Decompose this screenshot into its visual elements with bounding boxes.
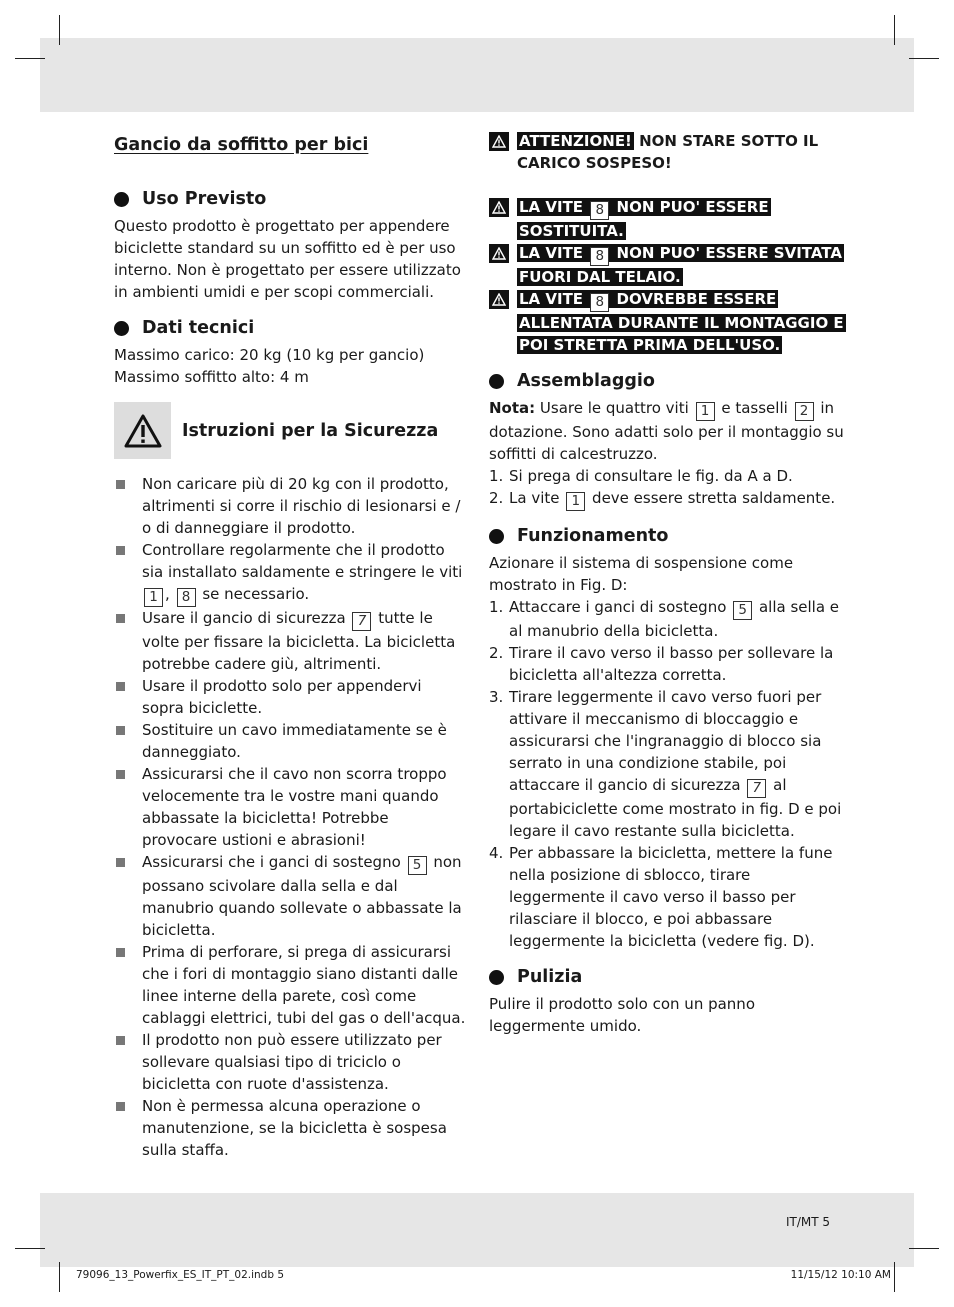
list-item: Assicurarsi che il cavo non scorra troppo velocemente tra le vostre mani quando abbassate la bicicletta! Potrebbe provocare ustioni e abrasioni! [114, 763, 466, 851]
list-item: 1. Si prega di consultare le fig. da A a D. [489, 467, 793, 485]
part-ref: 7 [352, 612, 371, 631]
part-ref: 8 [590, 201, 609, 220]
warning-triangle-icon [114, 402, 171, 459]
square-bullet-icon [116, 858, 125, 867]
assemblaggio-steps [489, 465, 844, 511]
bullet-dot-icon [114, 321, 129, 336]
square-bullet-icon [116, 726, 125, 735]
part-ref: 7 [747, 779, 766, 798]
list-item: Usare il prodotto solo per appendervi sopra biciclette. [114, 675, 466, 719]
section-heading-dati: Dati tecnici [114, 317, 466, 339]
square-bullet-icon [116, 614, 125, 623]
list-item: 1. Attaccare i ganci di sostegno 5 alla sella e al manubrio della bicicletta. [489, 598, 840, 640]
left-column [114, 130, 466, 1161]
funzionamento-steps [489, 596, 844, 952]
warning-block: LA VITE 8 NON PUO' ESSERE SOSTITUITA. [489, 196, 844, 242]
file-slug: 79096_13_Powerfix_ES_IT_PT_02.indb 5 [76, 1269, 285, 1281]
crop-mark [15, 1248, 45, 1249]
square-bullet-icon [116, 546, 125, 555]
dati-line: Massimo carico: 20 kg (10 kg per gancio) [114, 346, 425, 364]
uso-text: Questo prodotto è progettato per appendere biciclette standard su un soffitto ed è per uso interno. Non è progettato per essere utilizzato in ambienti umidi e per scopi commerciali. [114, 217, 461, 301]
section-heading-uso: Uso Previsto [114, 188, 466, 210]
list-item: 2. Tirare il cavo verso il basso per sollevare la bicicletta all'altezza corretta. [489, 644, 834, 684]
list-item: Assicurarsi che i ganci di sostegno 5 non possano scivolare dalla sella e dal manubrio quando sollevate o abbassate la bicicletta. [114, 851, 466, 941]
part-ref: 8 [590, 293, 609, 312]
list-item: Sostituire un cavo immediatamente se è danneggiato. [114, 719, 466, 763]
warning-triangle-icon [489, 198, 509, 217]
bullet-dot-icon [489, 970, 504, 985]
square-bullet-icon [116, 1036, 125, 1045]
warning-triangle-icon [489, 132, 509, 151]
dati-line: Massimo soffitto alto: 4 m [114, 368, 309, 386]
list-item: Non è permessa alcuna operazione o manutenzione, se la bicicletta è sospesa sulla staffa. [114, 1095, 466, 1161]
right-column [489, 130, 844, 1037]
part-ref: 1 [566, 492, 585, 511]
safety-header [114, 402, 466, 459]
crop-mark [59, 1262, 60, 1292]
part-ref: 8 [590, 247, 609, 266]
list-item: Usare il gancio di sicurezza 7 tutte le volte per fissare la bicicletta. La bicicletta potrebbe cadere giù, altrimenti. [114, 607, 466, 675]
list-item: Il prodotto non può essere utilizzato per sollevare qualsiasi tipo di triciclo o bicicletta con ruote d'assistenza. [114, 1029, 466, 1095]
list-item: Controllare regolarmente che il prodotto sia installato saldamente e stringere le viti 1 , 8 se necessario. [114, 539, 466, 607]
list-item: 4. Per abbassare la bicicletta, mettere la fune nella posizione di sblocco, tirare leggermente il cavo verso il basso per rilasciare il blocco, e poi abbassare leggermente la bicicletta (vedere fig. D). [489, 844, 833, 950]
crop-mark [894, 1262, 895, 1292]
funzionamento-intro: Azionare il sistema di sospensione come mostrato in Fig. D: [489, 554, 794, 594]
section-heading-pulizia: Pulizia [489, 966, 844, 988]
header-band [40, 38, 914, 112]
section-heading-assemblaggio: Assemblaggio [489, 370, 844, 392]
square-bullet-icon [116, 480, 125, 489]
page-title: Gancio da soffitto per bici [114, 135, 369, 155]
warning-block: ATTENZIONE! NON STARE SOTTO IL CARICO SOSPESO! [489, 130, 844, 174]
crop-mark [59, 15, 60, 45]
crop-mark [909, 1248, 939, 1249]
part-ref: 1 [144, 588, 163, 607]
square-bullet-icon [116, 682, 125, 691]
footer-band [40, 1193, 914, 1267]
part-ref: 5 [733, 601, 752, 620]
bullet-dot-icon [114, 192, 129, 207]
warning-triangle-icon [489, 290, 509, 309]
square-bullet-icon [116, 948, 125, 957]
section-heading-sicurezza: Istruzioni per la Sicurezza [182, 420, 439, 441]
warning-block: LA VITE 8 DOVREBBE ESSERE ALLENTATA DURANTE IL MONTAGGIO E POI STRETTA PRIMA DELL'USO. [489, 288, 844, 356]
bullet-dot-icon [489, 374, 504, 389]
page-number: IT/MT 5 [785, 1215, 830, 1229]
list-item: 2. La vite 1 deve essere stretta saldamente. [489, 489, 836, 509]
warning-triangle-icon [489, 244, 509, 263]
section-heading-funzionamento: Funzionamento [489, 525, 844, 547]
list-item: 3. Tirare leggermente il cavo verso fuori per attivare il meccanismo di bloccaggio e assicurarsi che l'ingranaggio di blocco sia serrato in una condizione stabile, poi attaccare il gancio di sicurezza 7 al portabiciclette come mostrato in fig. D e poi legare il cavo restante sulla bicicletta. [489, 688, 842, 840]
part-ref: 5 [408, 856, 427, 875]
warning-block: LA VITE 8 NON PUO' ESSERE SVITATA FUORI DAL TELAIO. [489, 242, 844, 288]
print-date: 11/15/12 10:10 AM [790, 1269, 891, 1281]
part-ref: 2 [795, 402, 814, 421]
square-bullet-icon [116, 1102, 125, 1111]
crop-mark [15, 58, 45, 59]
square-bullet-icon [116, 770, 125, 779]
assemblaggio-nota: Nota: Usare le quattro viti 1 e tasselli 2 in dotazione. Sono adatti solo per il montaggio su soffitti di calcestruzzo. [489, 399, 844, 463]
crop-mark [894, 15, 895, 45]
safety-list [114, 473, 466, 1161]
pulizia-text: Pulire il prodotto solo con un panno leggermente umido. [489, 995, 755, 1035]
part-ref: 1 [696, 402, 715, 421]
crop-mark [909, 58, 939, 59]
bullet-dot-icon [489, 529, 504, 544]
part-ref: 8 [177, 588, 196, 607]
list-item: Non caricare più di 20 kg con il prodotto, altrimenti si corre il rischio di lesionarsi e / o di danneggiare il prodotto. [114, 473, 466, 539]
list-item: Prima di perforare, si prega di assicurarsi che i fori di montaggio siano distanti dalle linee interne della parete, così come cablaggi elettrici, tubi del gas o dell'acqua. [114, 941, 466, 1029]
